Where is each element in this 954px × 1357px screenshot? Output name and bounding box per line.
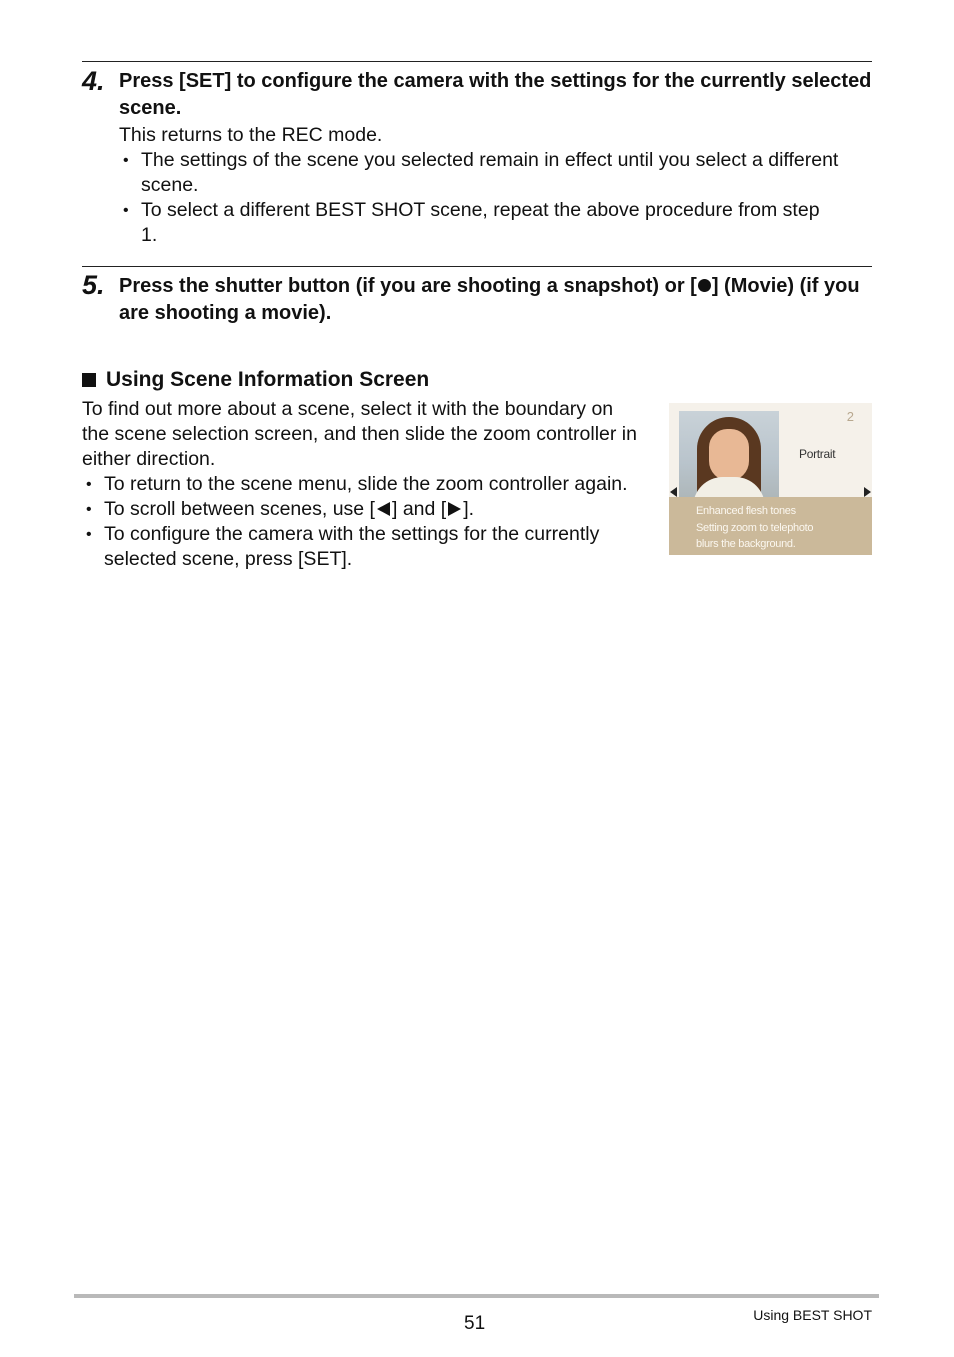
footer-section-title: Using BEST SHOT — [753, 1307, 872, 1323]
description-line: Enhanced flesh tones — [696, 505, 796, 517]
face — [709, 429, 749, 481]
scene-number: 2 — [846, 409, 854, 424]
step-4-text: This returns to the REC mode. — [119, 124, 383, 146]
portrait-thumbnail — [679, 411, 779, 497]
right-arrow-icon — [864, 487, 871, 497]
step-5-number: 5. — [82, 270, 105, 300]
square-bullet-icon — [82, 373, 96, 387]
step-5-title — [119, 273, 879, 327]
scene-info-screen-image — [669, 403, 872, 555]
step-5-divider — [82, 266, 872, 267]
movie-record-icon — [698, 279, 711, 292]
scene-name: Portrait — [799, 447, 836, 461]
section-text: To find out more about a scene, select it with the boundary on the scene selection screen, and then slide the zoom controller in either direction. — [82, 398, 637, 470]
section-heading-text: Using Scene Information Screen — [106, 368, 430, 391]
step-4-title: Press [SET] to configure the camera with the settings for the currently selected scene. — [119, 70, 872, 119]
left-arrow-icon — [670, 487, 677, 497]
list-item: • The settings of the scene you selected remain in effect until you select a different scene. — [119, 148, 839, 198]
bullet2-part2: ] and [ — [391, 498, 447, 520]
description-line: Setting zoom to telephoto — [696, 521, 814, 534]
step-5-title-part2: ] (Movie) (if you are shooting a movie). — [119, 275, 860, 324]
footer-divider — [74, 1294, 879, 1298]
section-heading — [82, 366, 429, 393]
bullet2-part1: To scroll between scenes, use [ — [104, 498, 375, 520]
step-4-bullets — [119, 148, 839, 248]
left-arrow-icon — [377, 502, 390, 516]
bullet2-part3: ]. — [463, 498, 475, 520]
right-arrow-icon — [448, 502, 461, 516]
list-item: • To return to the scene menu, slide the zoom controller again. — [82, 472, 642, 497]
step-4-divider — [82, 61, 872, 62]
list-item: • To configure the camera with the settings for the currently selected scene, press [SET]. — [82, 522, 642, 572]
list-item — [82, 497, 642, 522]
step-5-title-part1: Press the shutter button (if you are shooting a snapshot) or [ — [119, 275, 697, 297]
list-item: • To select a different BEST SHOT scene, repeat the above procedure from step 1. — [119, 198, 839, 248]
scene-description — [696, 503, 813, 553]
page-number: 51 — [464, 1313, 486, 1334]
description-line: blurs the background. — [696, 538, 796, 550]
step-4-number: 4. — [82, 66, 105, 96]
section-bullets — [82, 472, 642, 572]
